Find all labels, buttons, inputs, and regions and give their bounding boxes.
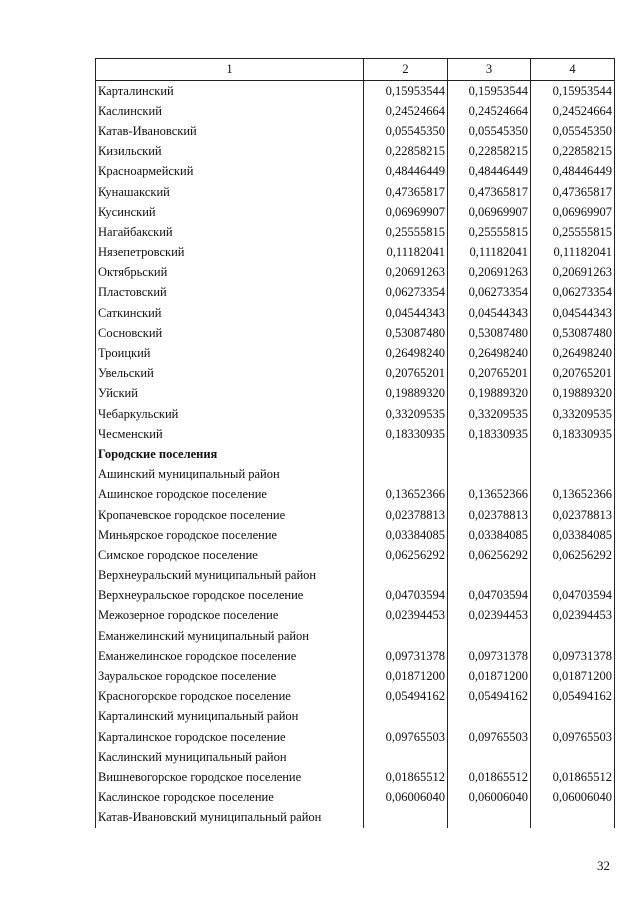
header-cell: 3: [448, 59, 531, 81]
value-cell-col4: 0,05494162: [531, 687, 615, 707]
value-cell-col3: 0,06006040: [448, 788, 531, 808]
row-name-cell: Чебаркульский: [96, 404, 364, 424]
value-cell-col3: 0,33209535: [448, 404, 531, 424]
value-cell-col2: 0,01865512: [364, 767, 448, 787]
value-cell-col3: 0,48446449: [448, 162, 531, 182]
table-row: [96, 162, 615, 182]
row-name-cell: Чесменский: [96, 424, 364, 444]
row-name-cell: Троицкий: [96, 343, 364, 363]
row-name-cell: Нагайбакский: [96, 222, 364, 242]
value-cell-col2: 0,26498240: [364, 343, 448, 363]
value-cell-col2: 0,18330935: [364, 424, 448, 444]
value-cell-col2: 0,06969907: [364, 202, 448, 222]
row-name-cell: Саткинский: [96, 303, 364, 323]
row-name-cell: Увельский: [96, 364, 364, 384]
table-row: [96, 525, 615, 545]
row-name-cell: Карталинский: [96, 81, 364, 102]
value-cell-col4: 0,04544343: [531, 303, 615, 323]
row-name-cell: Еманжелинский муниципальный район: [96, 626, 364, 646]
table-row: [96, 243, 615, 263]
data-table: [95, 58, 615, 828]
value-cell-col4: [531, 465, 615, 485]
value-cell-col4: [531, 626, 615, 646]
value-cell-col3: [448, 747, 531, 767]
value-cell-col2: 0,09765503: [364, 727, 448, 747]
row-name-cell: Кизильский: [96, 142, 364, 162]
value-cell-col4: 0,03384085: [531, 525, 615, 545]
value-cell-col2: 0,24524664: [364, 101, 448, 121]
value-cell-col3: 0,53087480: [448, 323, 531, 343]
table-row: [96, 606, 615, 626]
value-cell-col4: 0,05545350: [531, 121, 615, 141]
value-cell-col2: 0,06273354: [364, 283, 448, 303]
value-cell-col2: 0,02378813: [364, 505, 448, 525]
value-cell-col4: 0,06256292: [531, 545, 615, 565]
table-row: [96, 586, 615, 606]
row-name-cell: Сосновский: [96, 323, 364, 343]
value-cell-col3: 0,19889320: [448, 384, 531, 404]
table-row: [96, 545, 615, 565]
value-cell-col2: 0,02394453: [364, 606, 448, 626]
value-cell-col4: 0,06006040: [531, 788, 615, 808]
value-cell-col4: 0,02378813: [531, 505, 615, 525]
value-cell-col2: 0,22858215: [364, 142, 448, 162]
value-cell-col3: 0,05545350: [448, 121, 531, 141]
value-cell-col3: 0,47365817: [448, 182, 531, 202]
row-name-cell: Верхнеуральское городское поселение: [96, 586, 364, 606]
value-cell-col3: [448, 566, 531, 586]
row-name-cell: Кунашакский: [96, 182, 364, 202]
value-cell-col3: 0,11182041: [448, 243, 531, 263]
value-cell-col2: 0,05494162: [364, 687, 448, 707]
row-name-cell: Карталинский муниципальный район: [96, 707, 364, 727]
table-row: [96, 343, 615, 363]
value-cell-col4: 0,18330935: [531, 424, 615, 444]
row-name-cell: Нязепетровский: [96, 243, 364, 263]
value-cell-col4: 0,09765503: [531, 727, 615, 747]
value-cell-col2: 0,09731378: [364, 646, 448, 666]
value-cell-col3: 0,20691263: [448, 263, 531, 283]
header-cell: 2: [364, 59, 448, 81]
value-cell-col3: [448, 626, 531, 646]
value-cell-col3: 0,02378813: [448, 505, 531, 525]
value-cell-col2: 0,19889320: [364, 384, 448, 404]
value-cell-col4: 0,26498240: [531, 343, 615, 363]
value-cell-col2: [364, 626, 448, 646]
value-cell-col4: 0,01871200: [531, 666, 615, 686]
row-name-cell: Карталинское городское поселение: [96, 727, 364, 747]
value-cell-col3: 0,24524664: [448, 101, 531, 121]
value-cell-col4: 0,09731378: [531, 646, 615, 666]
value-cell-col3: 0,01871200: [448, 666, 531, 686]
value-cell-col3: 0,04544343: [448, 303, 531, 323]
table-row: [96, 121, 615, 141]
value-cell-col2: 0,06006040: [364, 788, 448, 808]
value-cell-col3: 0,15953544: [448, 81, 531, 102]
row-name-cell: Уйский: [96, 384, 364, 404]
row-name-cell: Ашинское городское поселение: [96, 485, 364, 505]
value-cell-col3: 0,20765201: [448, 364, 531, 384]
value-cell-col2: [364, 566, 448, 586]
table-row: [96, 465, 615, 485]
table-row: [96, 727, 615, 747]
row-name-cell: Каслинский: [96, 101, 364, 121]
table-body: [96, 81, 615, 828]
table-row: [96, 263, 615, 283]
row-name-cell: Красноармейский: [96, 162, 364, 182]
value-cell-col2: 0,06256292: [364, 545, 448, 565]
header-cell: 4: [531, 59, 615, 81]
page-number: 32: [597, 858, 610, 873]
value-cell-col3: 0,05494162: [448, 687, 531, 707]
value-cell-col4: 0,19889320: [531, 384, 615, 404]
row-name-cell: Межозерное городское поселение: [96, 606, 364, 626]
value-cell-col2: 0,20691263: [364, 263, 448, 283]
row-name-cell: Октябрьский: [96, 263, 364, 283]
table-row: [96, 323, 615, 343]
value-cell-col3: 0,22858215: [448, 142, 531, 162]
row-name-cell: Пластовский: [96, 283, 364, 303]
value-cell-col4: 0,25555815: [531, 222, 615, 242]
row-name-cell: Кропачевское городское поселение: [96, 505, 364, 525]
row-name-cell: Зауральское городское поселение: [96, 666, 364, 686]
row-name-cell: Вишневогорское городское поселение: [96, 767, 364, 787]
value-cell-col4: 0,20765201: [531, 364, 615, 384]
value-cell-col3: [448, 808, 531, 828]
value-cell-col4: 0,01865512: [531, 767, 615, 787]
table-row: [96, 364, 615, 384]
value-cell-col3: 0,26498240: [448, 343, 531, 363]
value-cell-col4: 0,33209535: [531, 404, 615, 424]
value-cell-col4: 0,13652366: [531, 485, 615, 505]
row-name-cell: Еманжелинское городское поселение: [96, 646, 364, 666]
value-cell-col2: 0,25555815: [364, 222, 448, 242]
value-cell-col3: 0,13652366: [448, 485, 531, 505]
value-cell-col3: 0,06256292: [448, 545, 531, 565]
value-cell-col4: 0,47365817: [531, 182, 615, 202]
value-cell-col4: [531, 444, 615, 464]
value-cell-col2: 0,47365817: [364, 182, 448, 202]
table-row: [96, 505, 615, 525]
value-cell-col4: 0,48446449: [531, 162, 615, 182]
value-cell-col3: 0,09731378: [448, 646, 531, 666]
table-row: [96, 626, 615, 646]
table-row: [96, 687, 615, 707]
table-row: [96, 283, 615, 303]
row-name-cell: Катав-Ивановский муниципальный район: [96, 808, 364, 828]
value-cell-col3: 0,18330935: [448, 424, 531, 444]
value-cell-col2: [364, 465, 448, 485]
table-row: [96, 424, 615, 444]
table-row: [96, 566, 615, 586]
table-row: [96, 646, 615, 666]
value-cell-col2: 0,33209535: [364, 404, 448, 424]
row-name-cell: Симское городское поселение: [96, 545, 364, 565]
table-row: [96, 182, 615, 202]
row-name-cell: Каслинское городское поселение: [96, 788, 364, 808]
table-row: [96, 404, 615, 424]
value-cell-col4: 0,22858215: [531, 142, 615, 162]
table-row: [96, 808, 615, 828]
table-row: [96, 81, 615, 102]
value-cell-col4: [531, 566, 615, 586]
header-cell: 1: [96, 59, 364, 81]
value-cell-col3: 0,25555815: [448, 222, 531, 242]
row-name-cell: Ашинский муниципальный район: [96, 465, 364, 485]
value-cell-col3: 0,06969907: [448, 202, 531, 222]
value-cell-col2: 0,53087480: [364, 323, 448, 343]
table-row: [96, 747, 615, 767]
value-cell-col2: 0,05545350: [364, 121, 448, 141]
value-cell-col2: [364, 444, 448, 464]
value-cell-col2: 0,04703594: [364, 586, 448, 606]
value-cell-col2: [364, 747, 448, 767]
value-cell-col4: 0,15953544: [531, 81, 615, 102]
value-cell-col3: 0,04703594: [448, 586, 531, 606]
table-row: [96, 101, 615, 121]
header-row: [96, 59, 615, 81]
table-row: [96, 444, 615, 464]
table-row: [96, 666, 615, 686]
value-cell-col2: 0,03384085: [364, 525, 448, 545]
row-name-cell: Красногорское городское поселение: [96, 687, 364, 707]
table-row: [96, 222, 615, 242]
value-cell-col2: 0,20765201: [364, 364, 448, 384]
row-name-cell: Верхнеуральский муниципальный район: [96, 566, 364, 586]
value-cell-col2: 0,13652366: [364, 485, 448, 505]
value-cell-col4: [531, 808, 615, 828]
value-cell-col3: [448, 444, 531, 464]
table-row: [96, 485, 615, 505]
value-cell-col2: [364, 808, 448, 828]
value-cell-col3: [448, 707, 531, 727]
value-cell-col3: [448, 465, 531, 485]
table-row: [96, 707, 615, 727]
table-row: [96, 788, 615, 808]
value-cell-col3: 0,02394453: [448, 606, 531, 626]
value-cell-col4: 0,24524664: [531, 101, 615, 121]
row-name-cell: Катав-Ивановский: [96, 121, 364, 141]
value-cell-col4: 0,02394453: [531, 606, 615, 626]
value-cell-col4: 0,06273354: [531, 283, 615, 303]
value-cell-col2: 0,48446449: [364, 162, 448, 182]
row-name-cell: Кусинский: [96, 202, 364, 222]
table-row: [96, 384, 615, 404]
row-name-cell: Каслинский муниципальный район: [96, 747, 364, 767]
table-row: [96, 142, 615, 162]
row-name-cell: Миньярское городское поселение: [96, 525, 364, 545]
value-cell-col4: 0,20691263: [531, 263, 615, 283]
value-cell-col4: 0,06969907: [531, 202, 615, 222]
value-cell-col2: 0,11182041: [364, 243, 448, 263]
table-row: [96, 202, 615, 222]
table-row: [96, 767, 615, 787]
table-row: [96, 303, 615, 323]
value-cell-col3: 0,01865512: [448, 767, 531, 787]
value-cell-col4: 0,53087480: [531, 323, 615, 343]
row-name-cell: Городские поселения: [96, 444, 364, 464]
value-cell-col2: 0,01871200: [364, 666, 448, 686]
value-cell-col3: 0,09765503: [448, 727, 531, 747]
value-cell-col3: 0,06273354: [448, 283, 531, 303]
value-cell-col4: 0,04703594: [531, 586, 615, 606]
value-cell-col2: 0,15953544: [364, 81, 448, 102]
value-cell-col4: 0,11182041: [531, 243, 615, 263]
value-cell-col2: [364, 707, 448, 727]
value-cell-col4: [531, 707, 615, 727]
value-cell-col2: 0,04544343: [364, 303, 448, 323]
value-cell-col4: [531, 747, 615, 767]
value-cell-col3: 0,03384085: [448, 525, 531, 545]
